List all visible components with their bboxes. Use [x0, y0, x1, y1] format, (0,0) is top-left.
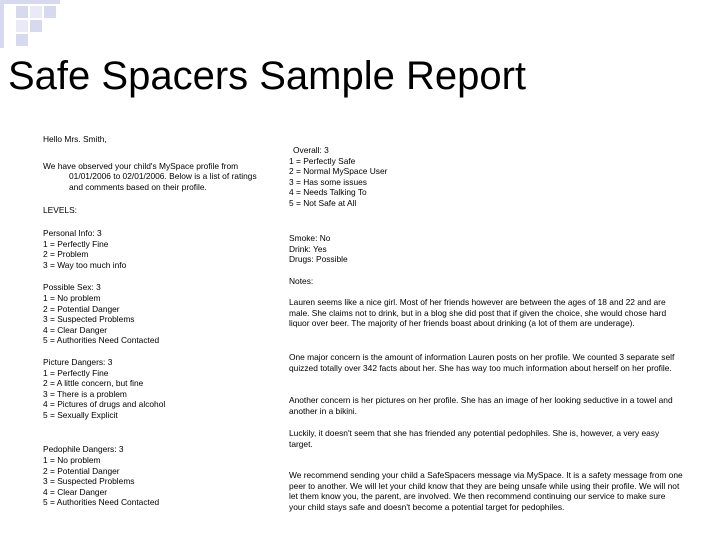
rating-line: 2 = Potential Danger [43, 303, 120, 314]
rating-line: 3 = Has some issues [289, 176, 367, 187]
rating-line: 1 = Perfectly Fine [43, 238, 109, 249]
substances-section [289, 233, 348, 265]
rating-line: 4 = Needs Talking To [289, 187, 367, 198]
rating-line: 2 = Problem [43, 249, 89, 260]
intro-line: and comments based on their profile. [69, 181, 207, 192]
personal-info-section [43, 228, 275, 270]
intro-line: 01/01/2006 to 02/01/2006. Below is a list of ratings [69, 171, 257, 182]
rating-line: 1 = Perfectly Safe [289, 155, 356, 166]
rating-line: Overall: 3 [293, 145, 329, 155]
possible-sex-section [43, 282, 275, 346]
rating-line: 5 = Authorities Need Contacted [43, 497, 160, 508]
levels-heading: LEVELS: [43, 205, 77, 216]
rating-line: 2 = Potential Danger [43, 465, 120, 476]
rating-line: 5 = Not Safe at All [289, 197, 357, 208]
rating-line: 3 = Suspected Problems [43, 476, 135, 487]
note-paragraph: Lauren seems like a nice girl. Most of her friends however are between the ages of 18 and 22 and are male. She claims not to drink, but in a blog she did post that if given the choice, she would chose hard liquor over beer. The majority of her friends boast about drinking (a lot of them are underage). [289, 297, 667, 329]
rating-line: 2 = Normal MySpace User [289, 166, 388, 177]
rating-line: 4 = Clear Danger [43, 324, 108, 335]
rating-line: 1 = No problem [43, 455, 101, 466]
intro-line: We have observed your child's MySpace profile from [43, 160, 239, 171]
drink-line: Drink: Yes [289, 243, 327, 254]
rating-line: 1 = Perfectly Fine [43, 367, 109, 378]
rating-line: Personal Info: 3 [43, 227, 102, 238]
rating-line: 4 = Clear Danger [43, 486, 108, 497]
rating-line: 4 = Pictures of drugs and alcohol [43, 399, 166, 410]
overall-section [289, 145, 387, 209]
greeting: Hello Mrs. Smith, [43, 134, 107, 144]
rating-line: 1 = No problem [43, 292, 101, 303]
rating-line: Possible Sex: 3 [43, 282, 101, 293]
note-paragraph: One major concern is the amount of information Lauren posts on her profile. We counted 3 separate self quizzed totally over 342 facts about her. She has way too much information about herself on her profile. [289, 352, 675, 373]
rating-line: 3 = There is a problem [43, 388, 127, 399]
rating-line: 2 = A little concern, but fine [43, 378, 144, 389]
rating-line: 5 = Authorities Need Contacted [43, 335, 160, 346]
smoke-line: Smoke: No [289, 233, 331, 243]
left-column [43, 134, 275, 508]
note-paragraph: We recommend sending your child a SafeSpacers message via MySpace. It is a safety message from one peer to another. We will let your child know that they are being unsafe while using their profile. We will not let them know you, the parent, are involved. We then recommend continuing our service to make sure your child stays safe and doesn't become a potential target for pedophiles. [289, 470, 683, 512]
corner-decoration [0, 0, 60, 48]
picture-dangers-section [43, 357, 275, 421]
rating-line: Pedophile Dangers: 3 [43, 444, 124, 455]
note-paragraph: Luckily, it doesn't seem that she has friended any potential pedophiles. She is, however, a very easy target. [289, 428, 660, 449]
rating-line: Picture Dangers: 3 [43, 356, 113, 367]
rating-line: 5 = Sexually Explicit [43, 409, 118, 420]
pedophile-dangers-section [43, 444, 275, 508]
drugs-line: Drugs: Possible [289, 254, 348, 265]
notes-heading: Notes: [289, 276, 314, 286]
page-title: Safe Spacers Sample Report [8, 54, 527, 98]
rating-line: 3 = Way too much info [43, 259, 127, 270]
rating-line: 3 = Suspected Problems [43, 314, 135, 325]
note-paragraph: Another concern is her pictures on her profile. She has an image of her looking seductive in a towel and another in a bikini. [289, 395, 673, 416]
